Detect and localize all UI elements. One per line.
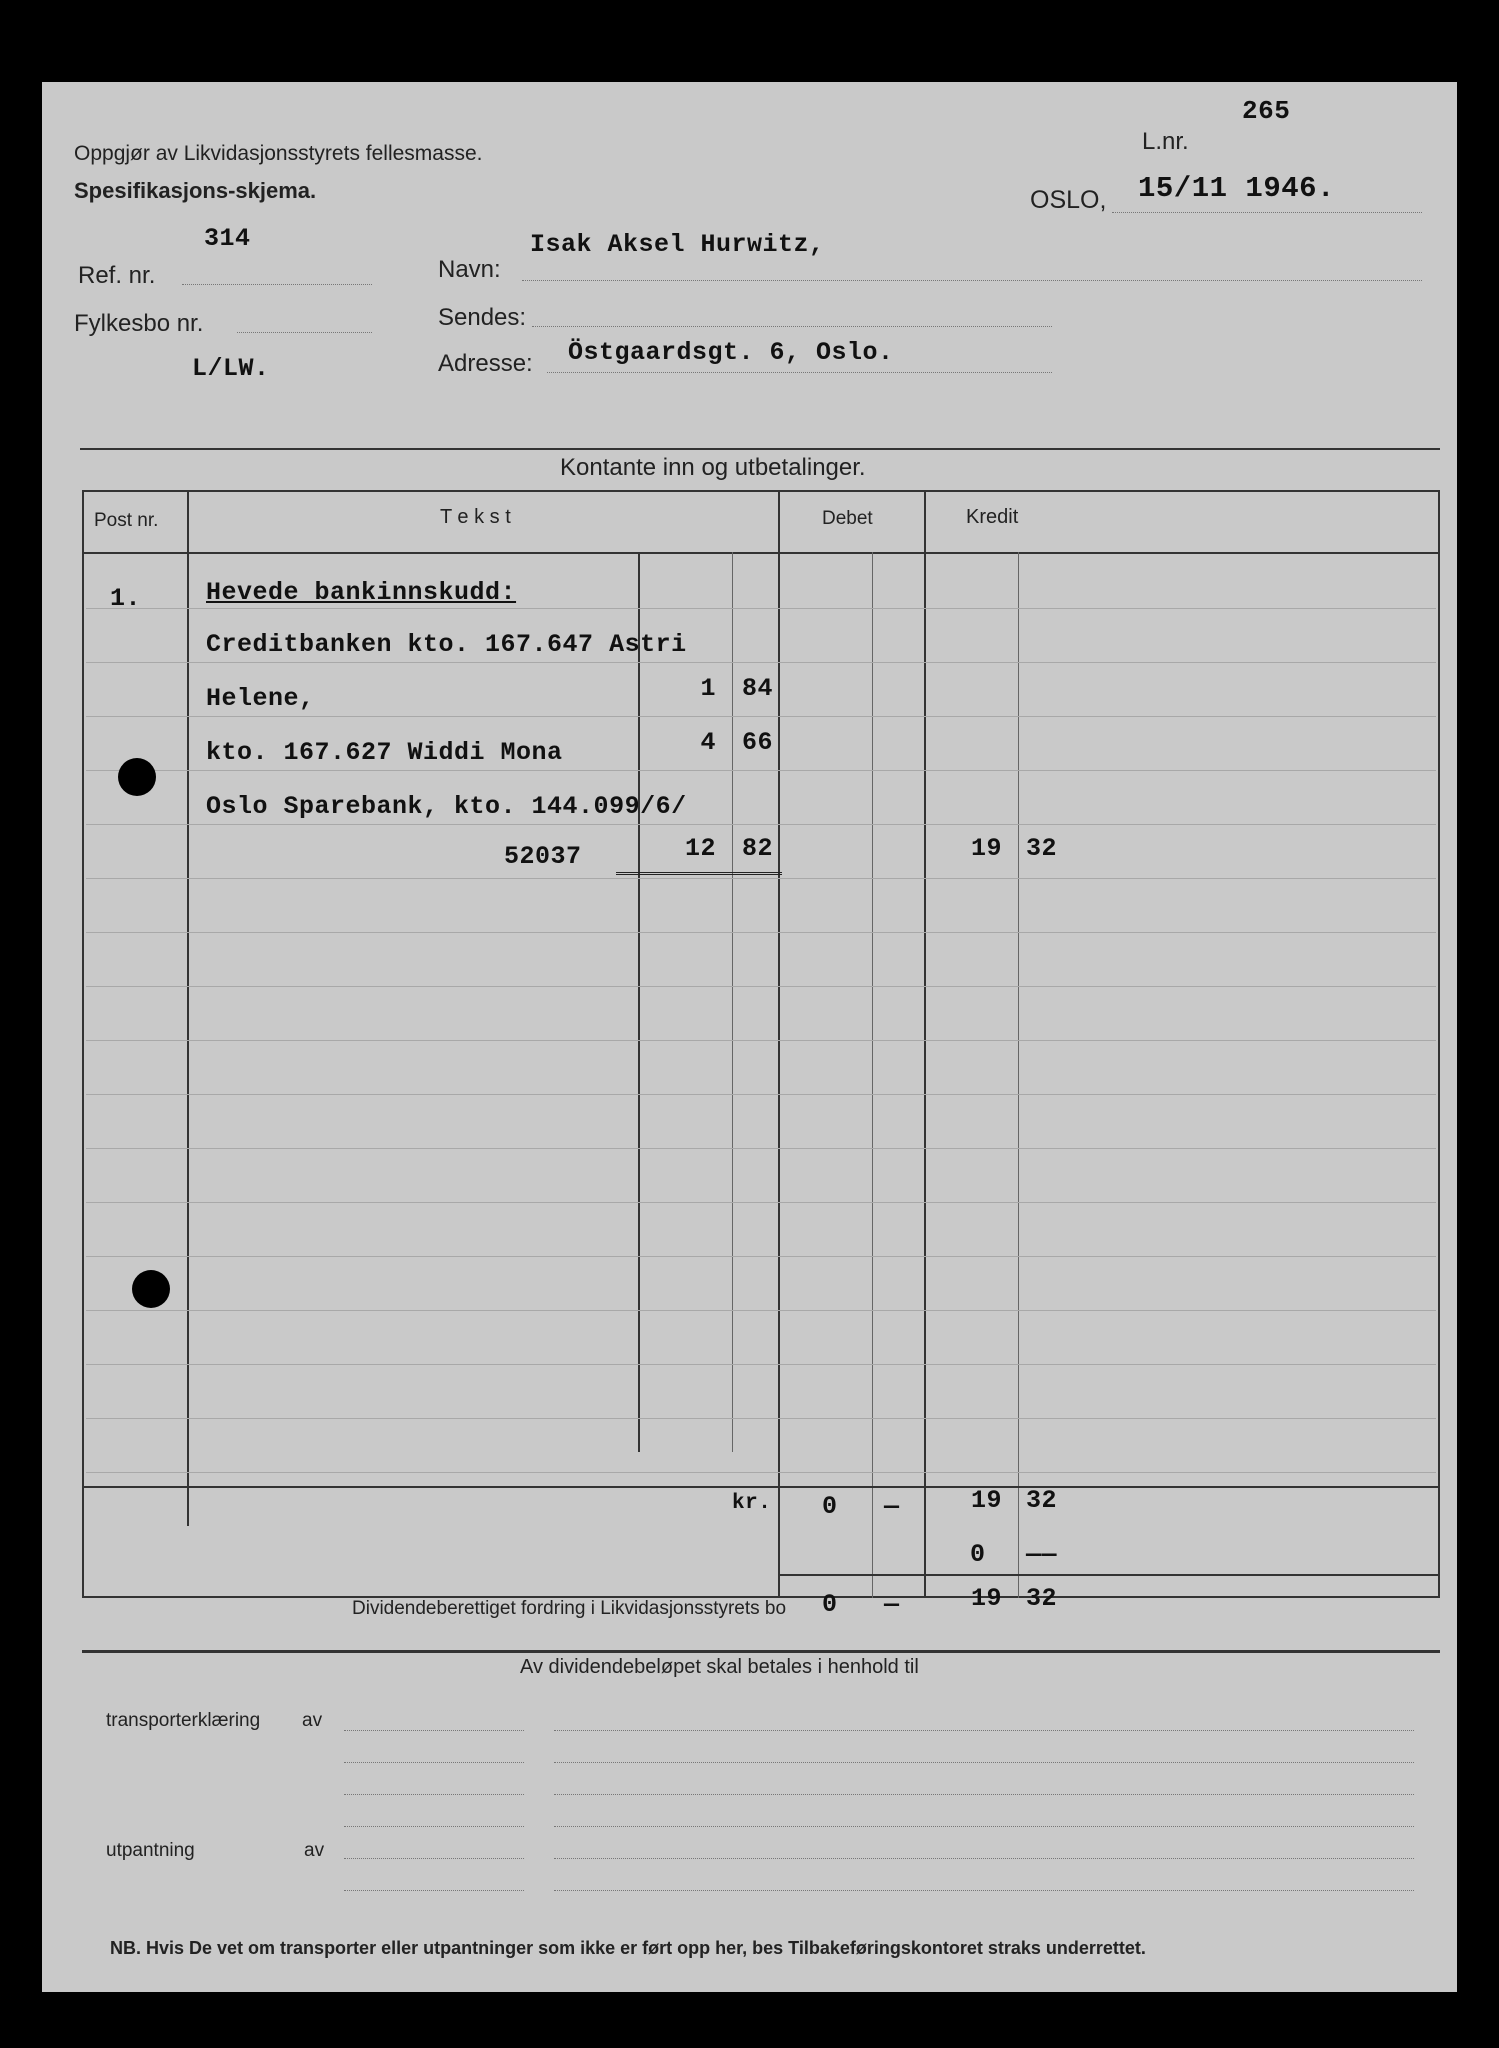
- form-subtitle: Spesifikasjons-skjema.: [74, 178, 317, 203]
- fill-line-long: [554, 1794, 1414, 1795]
- fill-line-long: [554, 1826, 1414, 1827]
- ruled-line: [86, 986, 1436, 987]
- fylkesbo-underline: [237, 332, 372, 333]
- col-sep-debet: [778, 490, 780, 1598]
- amount-2-ore: 66: [742, 728, 774, 757]
- initials: L/LW.: [192, 354, 270, 383]
- entry-line-3: Helene,: [206, 684, 315, 713]
- ruled-line: [86, 878, 1436, 879]
- fill-line-short: [344, 1858, 524, 1859]
- header-tekst: T e k s t: [440, 506, 511, 528]
- fill-line-short: [344, 1890, 524, 1891]
- amount-1-ore: 84: [742, 674, 774, 703]
- total-kredit-kr: 19: [970, 1486, 1002, 1515]
- entry-line-2: Creditbanken kto. 167.647 Astri: [206, 630, 687, 659]
- table-header-line: [82, 552, 1440, 554]
- kr-label: kr.: [732, 1492, 772, 1515]
- navn-label: Navn:: [438, 256, 501, 283]
- ruled-line: [86, 1256, 1436, 1257]
- transport-label: transporterklæring: [106, 1710, 261, 1731]
- final-debet-kr: 0: [822, 1590, 838, 1619]
- header-post: Post nr.: [94, 510, 159, 531]
- ruled-line: [86, 1364, 1436, 1365]
- adresse-value: Östgaardsgt. 6, Oslo.: [568, 338, 894, 367]
- navn-underline: [522, 280, 1422, 281]
- kredit-ore: 32: [1026, 834, 1058, 863]
- header-debet: Debet: [822, 508, 873, 529]
- totals-line: [82, 1486, 1440, 1488]
- ref-value: 314: [204, 224, 251, 253]
- amount-1-kr: 1: [700, 674, 716, 703]
- final-kredit-kr: 19: [970, 1584, 1002, 1613]
- utpantning-label: utpantning: [106, 1840, 195, 1861]
- post-number: 1.: [110, 584, 142, 613]
- ref-underline: [182, 284, 372, 285]
- ruled-line: [86, 824, 1436, 825]
- entry-line-5: Oslo Sparebank, kto. 144.099/6/: [206, 792, 687, 821]
- sub-kredit-kr: 0: [970, 1540, 986, 1569]
- fill-line-long: [554, 1890, 1414, 1891]
- dividend-note: Av dividendebeløpet skal betales i henhold til: [520, 1656, 919, 1678]
- section-title: Kontante inn og utbetalinger.: [560, 454, 866, 481]
- sendes-label: Sendes:: [438, 304, 527, 331]
- col-sep-amount: [638, 552, 640, 1452]
- header-kredit: Kredit: [966, 506, 1019, 528]
- total-debet-ore: —: [884, 1492, 900, 1521]
- ruled-line: [86, 932, 1436, 933]
- ruled-line: [86, 608, 1436, 609]
- subtotal-underline: [616, 872, 782, 875]
- kredit-kr: 19: [970, 834, 1002, 863]
- col-sep-kredit: [924, 490, 926, 1598]
- fill-line-long: [554, 1762, 1414, 1763]
- footer-divider: [82, 1650, 1440, 1653]
- fill-line-short: [344, 1794, 524, 1795]
- ruled-line: [86, 1472, 1436, 1473]
- form-title: Oppgjør av Likvidasjonsstyrets fellesmasse.: [74, 142, 483, 165]
- amount-3-kr: 12: [684, 834, 716, 863]
- sub-kredit-ore: ——: [1026, 1540, 1058, 1569]
- entry-line-4: kto. 167.627 Widdi Mona: [206, 738, 563, 767]
- lnr-value: 265: [1242, 96, 1291, 126]
- fill-line-short: [344, 1826, 524, 1827]
- amount-3-ore: 82: [742, 834, 774, 863]
- adresse-label: Adresse:: [438, 350, 533, 377]
- fill-line-long: [554, 1858, 1414, 1859]
- punch-hole-bottom: [132, 1270, 170, 1308]
- total-debet-kr: 0: [822, 1492, 838, 1521]
- entry-line-1: Hevede bankinnskudd:: [206, 578, 517, 607]
- col-sep-kredit-ore: [1018, 552, 1019, 1598]
- av-label-1: av: [302, 1710, 323, 1731]
- document-date: 15/11 1946.: [1138, 172, 1335, 205]
- ruled-line: [86, 1202, 1436, 1203]
- document-page: [42, 82, 1457, 1992]
- ruled-line: [86, 1310, 1436, 1311]
- total-kredit-ore: 32: [1026, 1486, 1058, 1515]
- ruled-line: [86, 1418, 1436, 1419]
- amount-2-kr: 4: [700, 728, 716, 757]
- ruled-line: [86, 716, 1436, 717]
- entry-line-6: 52037: [504, 842, 582, 871]
- ref-label: Ref. nr.: [78, 262, 156, 289]
- date-underline: [1112, 212, 1422, 213]
- col-sep-debet-ore: [872, 552, 873, 1598]
- city-label: OSLO,: [1030, 186, 1107, 214]
- adresse-underline: [547, 372, 1052, 373]
- ruled-line: [86, 1040, 1436, 1041]
- av-label-2: av: [304, 1840, 325, 1861]
- ruled-line: [86, 1094, 1436, 1095]
- fylkesbo-label: Fylkesbo nr.: [74, 310, 204, 337]
- ruled-line: [86, 770, 1436, 771]
- sendes-underline: [532, 326, 1052, 327]
- ruled-line: [86, 662, 1436, 663]
- nb-note: NB. Hvis De vet om transporter eller utpantninger som ikke er ført opp her, bes Tilbakeføringskontoret straks underrettet.: [110, 1938, 1146, 1958]
- fill-line-short: [344, 1730, 524, 1731]
- final-debet-ore: —: [884, 1590, 900, 1619]
- header-divider: [80, 448, 1440, 450]
- col-sep-post: [187, 490, 189, 1526]
- ruled-line: [86, 1148, 1436, 1149]
- lnr-label: L.nr.: [1142, 128, 1189, 155]
- punch-hole-top: [118, 758, 156, 796]
- fill-line-short: [344, 1762, 524, 1763]
- final-kredit-ore: 32: [1026, 1584, 1058, 1613]
- navn-value: Isak Aksel Hurwitz,: [530, 230, 825, 259]
- fill-line-long: [554, 1730, 1414, 1731]
- final-line: [778, 1574, 1440, 1576]
- dividend-label: Dividendeberettiget fordring i Likvidasjonsstyrets bo: [352, 1598, 787, 1619]
- col-sep-ore: [732, 552, 733, 1452]
